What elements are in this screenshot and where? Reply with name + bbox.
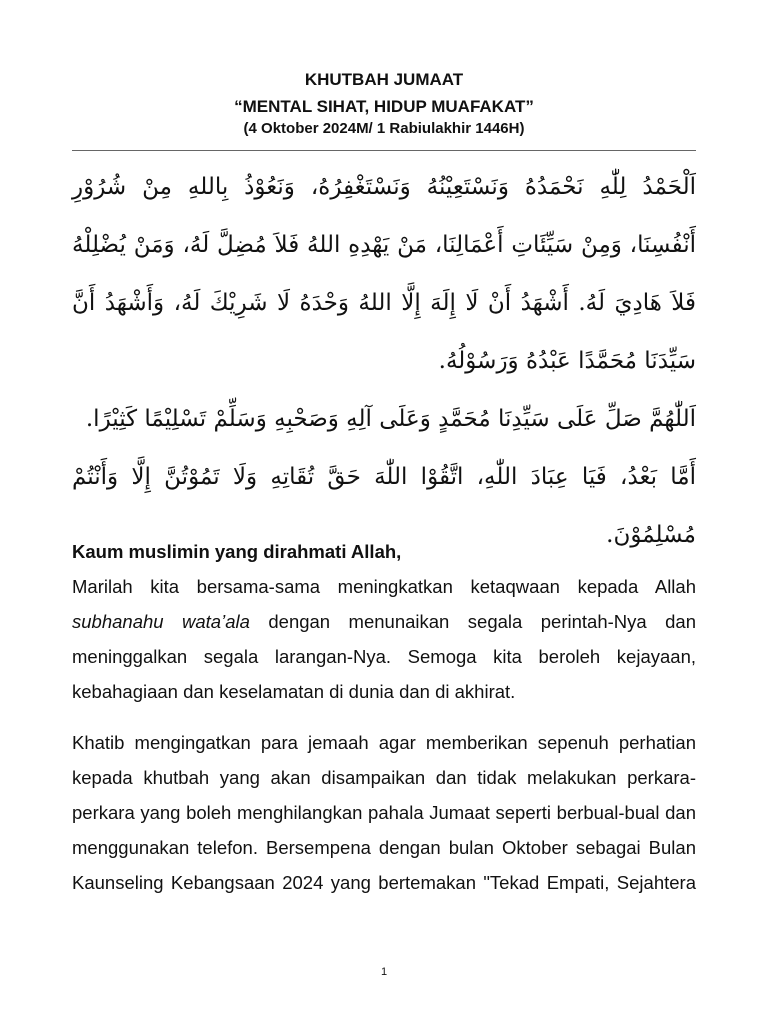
page-number: 1 xyxy=(380,966,388,978)
arabic-opening xyxy=(72,158,696,564)
paragraph-taqwa xyxy=(72,569,696,709)
paragraph-taqwa-start: Marilah kita bersama-sama meningkatkan ketaqwaan kepada Allah xyxy=(72,576,696,597)
page-title: KHUTBAH JUMAAT xyxy=(304,70,464,89)
arabic-praise-paragraph: اَلْحَمْدُ لِلّٰهِ نَحْمَدُهُ وَنَسْتَعِيْنُهُ وَنَسْتَغْفِرُهُ، وَنَعُوْذُ بِاللهِ مِنْ شُرُوْرِ أَنْفُسِنَا، وَمِنْ سَيِّئَاتِ أَعْمَالِنَا، مَنْ يَهْدِهِ اللهُ فَلاَ مُضِلَّ لَهُ، وَمَنْ يُضْلِلْهُ فَلاَ هَادِيَ لَهُ. أَشْهَدُ أَنْ لَا إِلَهَ إِلَّا اللهُ وَحْدَهُ لَا شَرِيْكَ لَهُ، وَأَشْهَدُ أَنَّ سَيِّدَنَا مُحَمَّدًا عَبْدُهُ وَرَسُوْلُهُ. xyxy=(72,174,696,374)
paragraph-reminder: Khatib mengingatkan para jemaah agar memberikan sepenuh perhatian kepada khutbah yang akan disampaikan dan tidak melakukan perkara-perkara yang boleh menghilangkan pahala Jumaat seperti berbual-bual dan menggunakan telefon. Bersempena dengan bulan Oktober sebagai Bulan Kaunseling Kebangsaan 2024 yang bertemakan "Tekad Empati, Sejahtera xyxy=(72,732,696,893)
paragraph-taqwa-end: dengan menunaikan segala perintah-Nya dan meninggalkan segala larangan-Nya. Semoga kita beroleh kejayaan, kebahagiaan dan keselamatan di dunia dan di akhirat. xyxy=(72,611,697,702)
sermon-date: (4 Oktober 2024M/ 1 Rabiulakhir 1446H) xyxy=(243,120,525,137)
arabic-taqwa-paragraph: أَمَّا بَعْدُ، فَيَا عِبَادَ اللّٰهِ، اتَّقُوْا اللّٰهَ حَقَّ تُقَاتِهِ وَلَا تَمُوْتُنَّ إِلَّا وَأَنْتُمْ مُسْلِمُوْنَ. xyxy=(72,464,696,548)
header-divider xyxy=(72,150,696,151)
document-header xyxy=(72,68,696,138)
paragraph-taqwa-italic: subhanahu wata’ala xyxy=(72,611,250,632)
salutation: Kaum muslimin yang dirahmati Allah, xyxy=(72,541,402,562)
sermon-body xyxy=(72,534,696,900)
arabic-salawat-paragraph: اَللّٰهُمَّ صَلِّ عَلَى سَيِّدِنَا مُحَمَّدٍ وَعَلَى آلِهِ وَصَحْبِهِ وَسَلِّمْ تَسْلِيْمًا كَثِيْرًا. xyxy=(85,406,696,432)
sermon-theme: “MENTAL SIHAT, HIDUP MUAFAKAT” xyxy=(234,97,534,116)
